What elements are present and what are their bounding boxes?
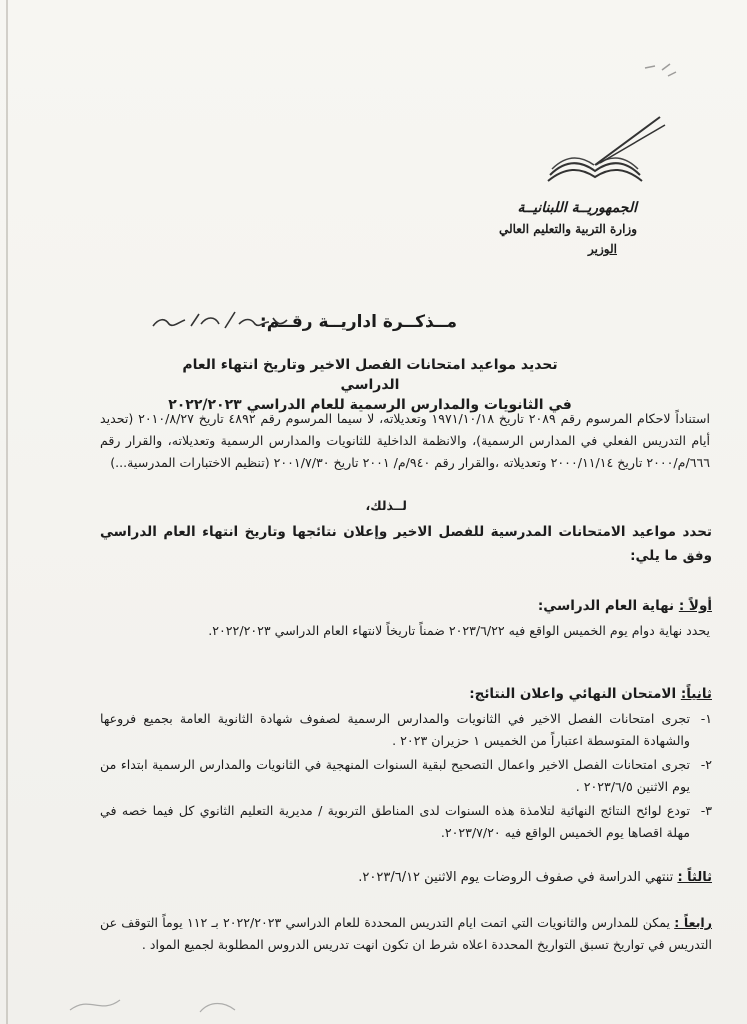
section-2-number: ثانياً: bbox=[680, 686, 712, 702]
section-4-number: رابعاً : bbox=[674, 915, 712, 930]
section-2-title: الامتحان النهائي واعلان النتائج: bbox=[469, 686, 681, 702]
list-item bbox=[100, 800, 712, 844]
memo-title bbox=[160, 355, 580, 415]
title-line-1: تحديد مواعيد امتحانات الفصل الاخير وتاريخ انتهاء العام الدراسي bbox=[182, 357, 558, 393]
list-item-text: تجرى امتحانات الفصل الاخير في الثانويات والمدارس الرسمية لصفوف شهادة الثانوية العامة بجميع فروعها والشهادة المتوسطة اعتباراً من الخميس ١ حزيران ٢٠٢٣ . bbox=[100, 711, 690, 748]
list-item bbox=[100, 708, 712, 752]
section-1-number: أولاً : bbox=[678, 598, 712, 614]
section-4 bbox=[100, 912, 712, 956]
list-item-index: ٣- bbox=[700, 803, 712, 818]
section-2-list bbox=[100, 708, 712, 846]
list-item-text: تجرى امتحانات الفصل الاخير واعمال التصحيح لبقية السنوات المنهجية في الثانويات والمدارس الرسمية ابتداء من يوم الاثنين ٢٠٢٣/٦/٥ . bbox=[100, 757, 690, 794]
list-item-index: ١- bbox=[700, 711, 712, 726]
ministry-name: وزارة التربية والتعليم العالي bbox=[498, 222, 637, 236]
list-item-index: ٢- bbox=[700, 757, 712, 772]
section-1-title: نهاية العام الدراسي: bbox=[537, 598, 679, 614]
scan-mark bbox=[640, 58, 680, 88]
letterhead bbox=[417, 200, 637, 256]
therefore-label: لــذلك، bbox=[365, 498, 407, 513]
section-2-heading bbox=[469, 686, 712, 702]
section-3-number: ثالثاً : bbox=[677, 870, 712, 885]
decision-paragraph: تحدد مواعيد الامتحانات المدرسية للفصل الاخير وإعلان نتائجها وتاريخ انتهاء العام الدراسي وفق ما يلي: bbox=[100, 524, 712, 564]
section-4-text: يمكن للمدارس والثانويات التي اتمت ايام التدريس المحددة للعام الدراسي ٢٠٢٢/٢٠٢٣ بـ ١١٢ يوماً التوقف عن التدريس في تواريخ تسبق التواريخ المحددة اعلاه شرط ان تكون انهت تدريس الدروس المطلوبة لجميع المواد . bbox=[100, 915, 712, 952]
list-item bbox=[100, 754, 712, 798]
section-1-text: يحدد نهاية دوام يوم الخميس الواقع فيه ٢٠٢٣/٦/٢٢ ضمناً تاريخاً لانتهاء العام الدراسي ٢٠٢٢/٢٠٢٣. bbox=[208, 623, 710, 638]
title-line-2: في الثانويات والمدارس الرسمية للعام الدراسي ٢٠٢٢/٢٠٢٣ bbox=[168, 397, 572, 413]
preamble-paragraph: استناداً لاحكام المرسوم رقم ٢٠٨٩ تاريخ ١٩٧١/١٠/١٨ وتعديلاته، لا سيما المرسوم رقم ٤٨٩٢ تاريخ ٢٠١٠/٨/٢٧ (تحديد أيام التدريس الفعلي في المدارس الرسمية)، والانظمة الداخلية للثانويات والمدارس الرسمية وتعديلاته، والقرار رقم ٦٦٦/م/٢٠٠٠ تاريخ ٢٠٠٠/١١/١٤ وتعديلاته ،والقرار رقم ٩٤٠/م/ ٢٠٠١ تاريخ ٢٠٠١/٧/٣٠ (تنظيم الاختبارات المدرسية...) bbox=[100, 411, 710, 470]
memo-number-handwritten bbox=[145, 306, 295, 336]
section-3 bbox=[358, 870, 712, 885]
memo-label: مــذكــرة اداريــة رقــم: bbox=[259, 312, 457, 332]
ministry-book-logo-icon bbox=[520, 105, 670, 205]
section-3-text: تنتهي الدراسة في صفوف الروضات يوم الاثنين ٢٠٢٣/٦/١٢. bbox=[358, 870, 678, 885]
minister-label: الوزير bbox=[588, 242, 617, 256]
section-1-heading bbox=[538, 598, 712, 614]
page-edge-shadow bbox=[6, 0, 8, 1024]
scan-mark bbox=[60, 990, 260, 1020]
republic-name: الجمهوريــة اللبنانيــة bbox=[517, 200, 637, 216]
list-item-text: تودع لوائح النتائج النهائية لتلامذة هذه السنوات لدى المناطق التربوية / مديرية التعليم الثانوي كل فيما خصه في مهلة اقصاها يوم الخميس الواقع فيه ٢٠٢٣/٧/٢٠. bbox=[100, 803, 690, 840]
